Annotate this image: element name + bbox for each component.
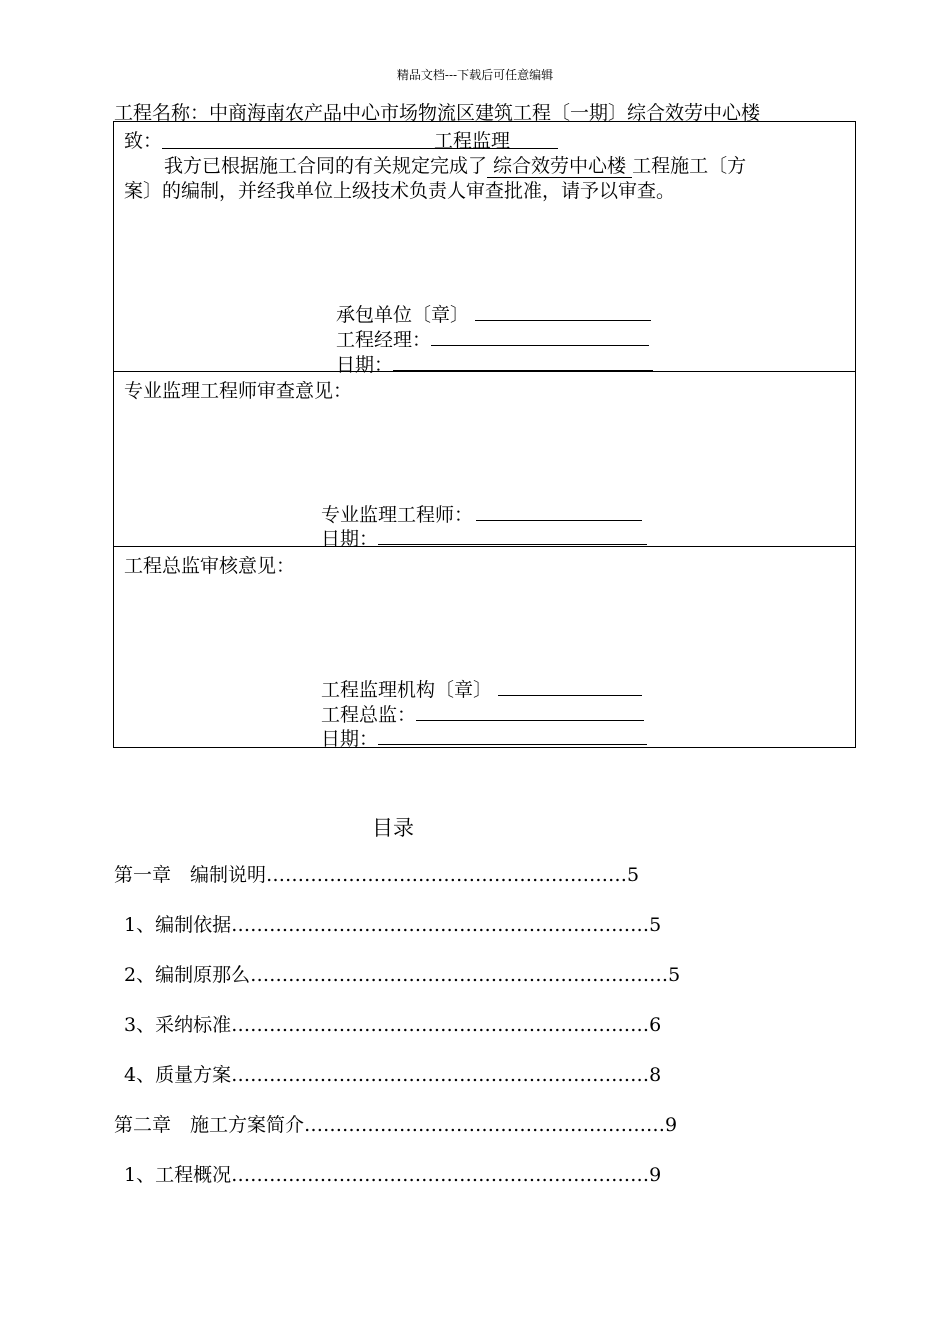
submission-section [114,122,855,376]
body-line-1-post: 工程施工〔方 [632,155,747,177]
engineer-label: 专业监理工程师： [321,504,474,526]
chief-review-title: 工程总监审核意见： [124,555,296,577]
toc-item[interactable]: 1、编制依据…………………………………………………………5 [124,914,662,936]
approval-form [113,121,856,748]
toc-title: 目录 [372,816,414,840]
chief-field[interactable] [416,702,644,721]
date-field-2[interactable] [378,526,647,545]
org-line [321,675,642,702]
toc-item[interactable]: 2、编制原那么…………………………………………………………5 [124,964,681,986]
manager-field[interactable] [431,327,649,346]
toc-item[interactable]: 第一章 编制说明…………………………………………………5 [114,864,640,886]
engineer-review-section [114,372,855,550]
manager-line [336,325,649,352]
recipient-field[interactable] [162,126,558,152]
body-line-1 [164,151,746,178]
engineer-field[interactable] [476,502,642,521]
date-field-1[interactable] [393,352,653,371]
date-label-3: 日期： [321,728,379,750]
body-line-1-pre: 我方已根据施工合同的有关规定完成了 [164,155,488,177]
header-note: 精品文档---下载后可任意编辑 [396,68,554,82]
contractor-line [336,300,651,327]
engineer-line [321,500,642,527]
chief-line [321,700,644,727]
project-name: 工程名称：中商海南农产品中心市场物流区建筑工程〔一期〕综合效劳中心楼 [114,102,761,124]
toc-item[interactable]: 3、采纳标准…………………………………………………………6 [124,1014,662,1036]
toc-item[interactable]: 4、质量方案…………………………………………………………8 [124,1064,662,1086]
date-label-2: 日期： [321,528,379,550]
body-line-2: 案〕的编制，并经我单位上级技术负责人审查批准，请予以审查。 [124,180,676,202]
to-label: 致： [124,130,163,152]
toc-item[interactable]: 第二章 施工方案简介…………………………………………………9 [114,1114,678,1136]
manager-label: 工程经理： [336,329,432,351]
chief-review-section [114,547,855,750]
contractor-label: 承包单位〔章〕 [336,304,470,326]
chief-label: 工程总监： [321,704,417,726]
body-line-1-fill: 综合效劳中心楼 [487,155,633,177]
engineer-review-title: 专业监理工程师审查意见： [124,380,353,402]
date-field-3[interactable] [378,726,647,745]
recipient-value: 工程监理 [434,130,511,152]
contractor-field[interactable] [475,302,651,321]
date-label-1: 日期： [336,354,394,376]
date-line-3 [321,724,647,751]
toc-item[interactable]: 1、工程概况…………………………………………………………9 [124,1164,662,1186]
org-field[interactable] [498,677,642,696]
org-label: 工程监理机构〔章〕 [321,679,493,701]
